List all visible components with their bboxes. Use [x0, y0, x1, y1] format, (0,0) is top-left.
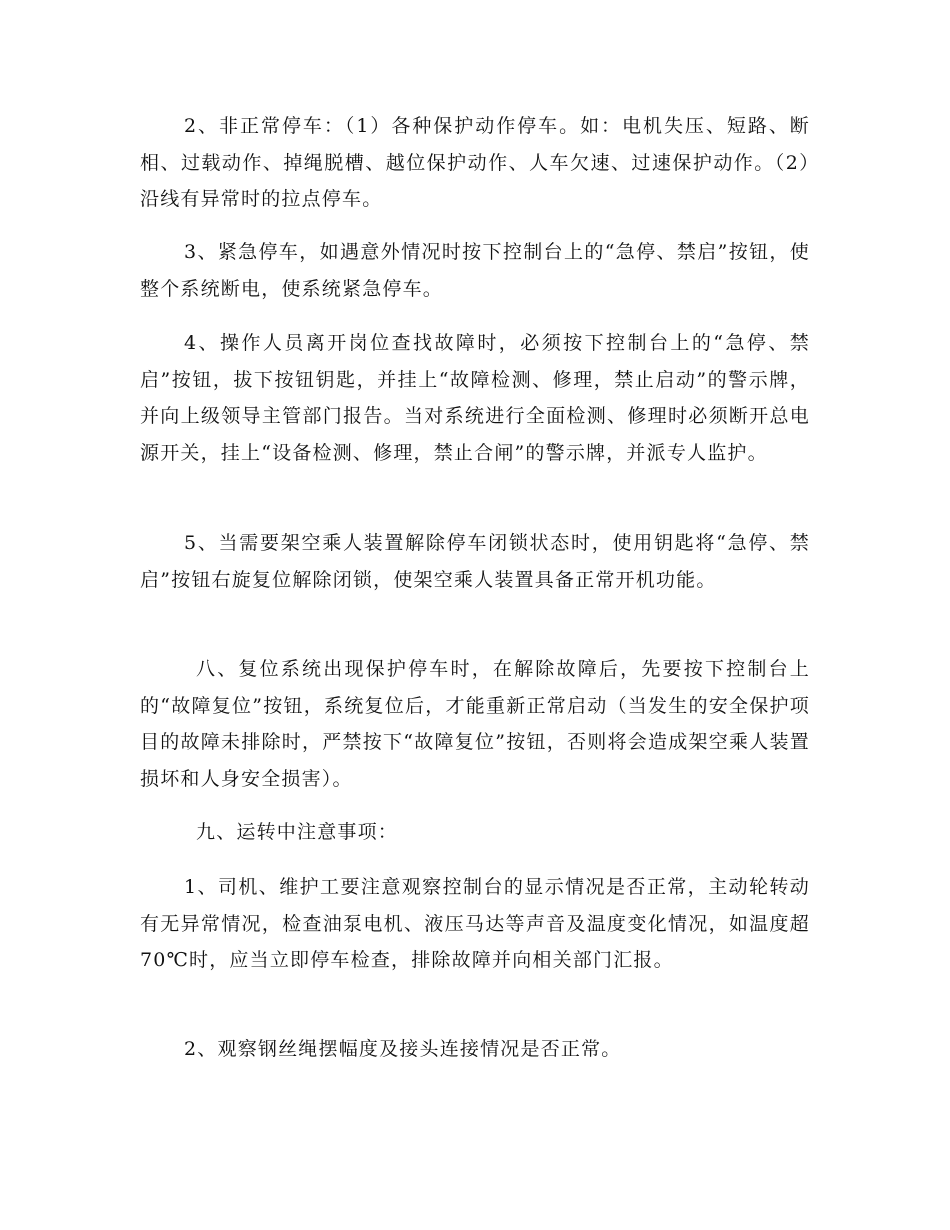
paragraph-fault-inspection: 4、操作人员离开岗位查找故障时，必须按下控制台上的“急停、禁启”按钮，拔下按钮钥匙，并挂上“故障检测、修理，禁止启动”的警示牌，并向上级领导主管部门报告。当对系统进行全面检测、修理时必须断开总电源开关，挂上“设备检测、修理，禁止合闸”的警示牌，并派专人监护。	[140, 332, 810, 464]
paragraph-reset-system: 八、复位系统出现保护停车时，在解除故障后，先要按下控制台上的“故障复位”按钮，系统复位后，才能重新正常启动（当发生的安全保护项目的故障未排除时，严禁按下“故障复位”按钮，否则将会造成架空乘人装置损坏和人身安全损害）。	[140, 658, 810, 790]
section-heading-operation-notes: 九、运转中注意事项：	[196, 821, 399, 843]
paragraph-emergency-stop: 3、紧急停车，如遇意外情况时按下控制台上的“急停、禁启”按钮，使整个系统断电，使系统紧急停车。	[140, 241, 810, 300]
paragraph-unlock: 5、当需要架空乘人装置解除停车闭锁状态时，使用钥匙将“急停、禁启”按钮右旋复位解除闭锁，使架空乘人装置具备正常开机功能。	[140, 532, 810, 591]
paragraph-rope-check: 2、观察钢丝绳摆幅度及接头连接情况是否正常。	[184, 1038, 622, 1060]
paragraph-abnormal-stop: 2、非正常停车：（1）各种保护动作停车。如：电机失压、短路、断相、过载动作、掉绳脱槽、越位保护动作、人车欠速、过速保护动作。（2）沿线有异常时的拉点停车。	[140, 115, 810, 210]
paragraph-driver-observation: 1、司机、维护工要注意观察控制台的显示情况是否正常，主动轮转动有无异常情况，检查油泵电机、液压马达等声音及温度变化情况，如温度超70℃时，应当立即停车检查，排除故障并向相关部门汇报。	[140, 876, 810, 971]
